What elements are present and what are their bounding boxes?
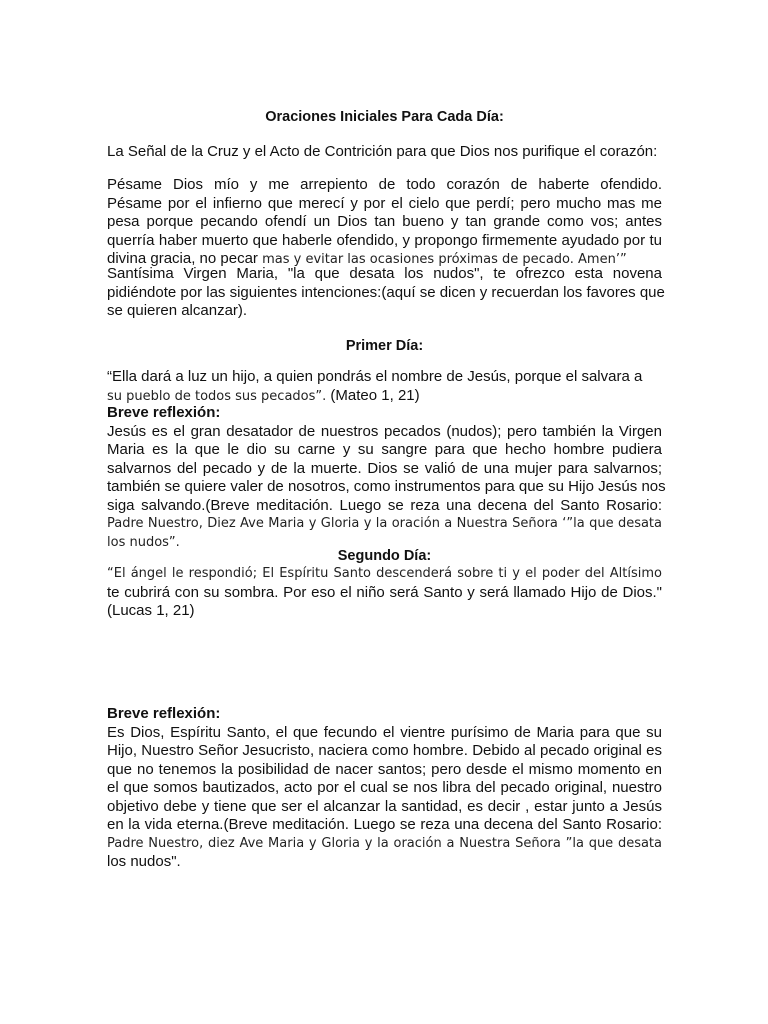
intro-paragraph xyxy=(107,143,662,162)
day1-quote-line: “Ella dará a luz un hijo, a quien pondrás el nombre de Jesús, porque el salvara a xyxy=(107,368,643,385)
day1-reflection-heading: Breve reflexión: xyxy=(107,404,221,421)
contrition-line: Pésame por el infierno que merecí y por el cielo que perdí; pero mucho mas me xyxy=(107,194,662,212)
day2-reflection xyxy=(107,705,662,872)
page-title: Oraciones Iniciales Para Cada Día: xyxy=(265,109,504,125)
day1-reflection-line: Jesús es el gran desatador de nuestros pecados (nudos); pero también la Virgen xyxy=(107,422,662,440)
contrition-line: Pésame Dios mío y me arrepiento de todo corazón de haberte ofendido. xyxy=(107,176,662,193)
day2-reflection-line: el que somos bautizados, acto por el cual se nos libra del pecado original, nuestro xyxy=(107,779,662,796)
day1-quote xyxy=(107,368,662,406)
day2-quote-line: te cubrirá con su sombra. Por eso el niño será Santo y será llamado Hijo de Dios." xyxy=(107,583,662,601)
contrition-line: pesa porque pecando ofendí un Dios tan bueno y tan grande como vos; antes xyxy=(107,213,662,230)
virgin-prayer-line: se quieren alcanzar). xyxy=(107,302,248,319)
contrition-line: querría haber muerto que haberle ofendido, y propongo firmemente ayudado por tu xyxy=(107,231,662,249)
day2-quote-ref: (Lucas 1, 21) xyxy=(107,602,195,619)
virgin-prayer-line: Santísima Virgen Maria, "la que desata los nudos", te ofrezco esta novena xyxy=(107,265,662,282)
day2-reflection-line: Es Dios, Espíritu Santo, el que fecundo el vientre purísimo de Maria para que su xyxy=(107,723,662,741)
day1-reflection-line: Maria es la que le dio su carne y su sangre para que hecho hombre pudiera xyxy=(107,441,662,458)
contrition-last-start: divina gracia, no pecar xyxy=(107,250,263,267)
day1-prayer-end: los nudos”. xyxy=(107,534,180,550)
day1-reflection xyxy=(107,404,666,552)
day1-reflection-line: salvarnos del pecado y de la muerte. Dios se valió de una mujer para salvarnos; xyxy=(107,459,662,477)
day1-heading: Primer Día: xyxy=(345,338,424,354)
day2-reflection-line: objetivo debe y tiene que ser el alcanzar la santidad, es decir , estar junto a Jesús xyxy=(107,797,662,815)
day1-prayer-line: Padre Nuestro, Diez Ave Maria y Gloria y la oración a Nuestra Señora ‘”la que desata xyxy=(107,516,662,531)
contrition-last-end: mas y evitar las ocasiones próximas de pecado. Amen’” xyxy=(262,252,627,267)
day1-quote-line2: su pueblo de todos sus pecados”. xyxy=(107,388,327,404)
day2-prayer-end: los nudos". xyxy=(107,853,181,870)
day2-quote-line: “El ángel le respondió; El Espíritu Santo descenderá sobre ti y el poder del Altísimo xyxy=(107,566,662,581)
day1-reflection-line: siga salvando.(Breve meditación. Luego se reza una decena del Santo Rosario: xyxy=(107,496,662,514)
day2-reflection-line: Hijo, Nuestro Señor Jesucristo, naciera como hombre. Debido al pecado original es xyxy=(107,742,662,759)
day1-reflection-line: también se quiere valer de nosotros, como instrumentos para que su Hijo Jesús nos xyxy=(107,478,666,495)
act-of-contrition-paragraph xyxy=(107,176,662,270)
virgin-prayer-paragraph xyxy=(107,265,665,321)
day2-reflection-line: en la vida eterna.(Breve meditación. Luego se reza una decena del Santo Rosario: xyxy=(107,816,662,833)
day2-heading: Segundo Día: xyxy=(337,548,432,564)
day2-quote xyxy=(107,565,662,621)
day1-quote-ref: (Mateo 1, 21) xyxy=(326,386,420,404)
intro-text: La Señal de la Cruz y el Acto de Contrición para que Dios nos purifique el corazón: xyxy=(107,143,658,160)
virgin-prayer-line: pidiéndote por las siguientes intenciones:(aquí se dicen y recuerdan los favores que xyxy=(107,283,665,301)
day2-prayer-line: Padre Nuestro, diez Ave Maria y Gloria y la oración a Nuestra Señora ”la que desata xyxy=(107,835,662,851)
day2-reflection-heading: Breve reflexión: xyxy=(107,705,221,722)
day2-reflection-line: que no tenemos la posibilidad de nacer santos; pero desde el mismo momento en xyxy=(107,760,662,778)
